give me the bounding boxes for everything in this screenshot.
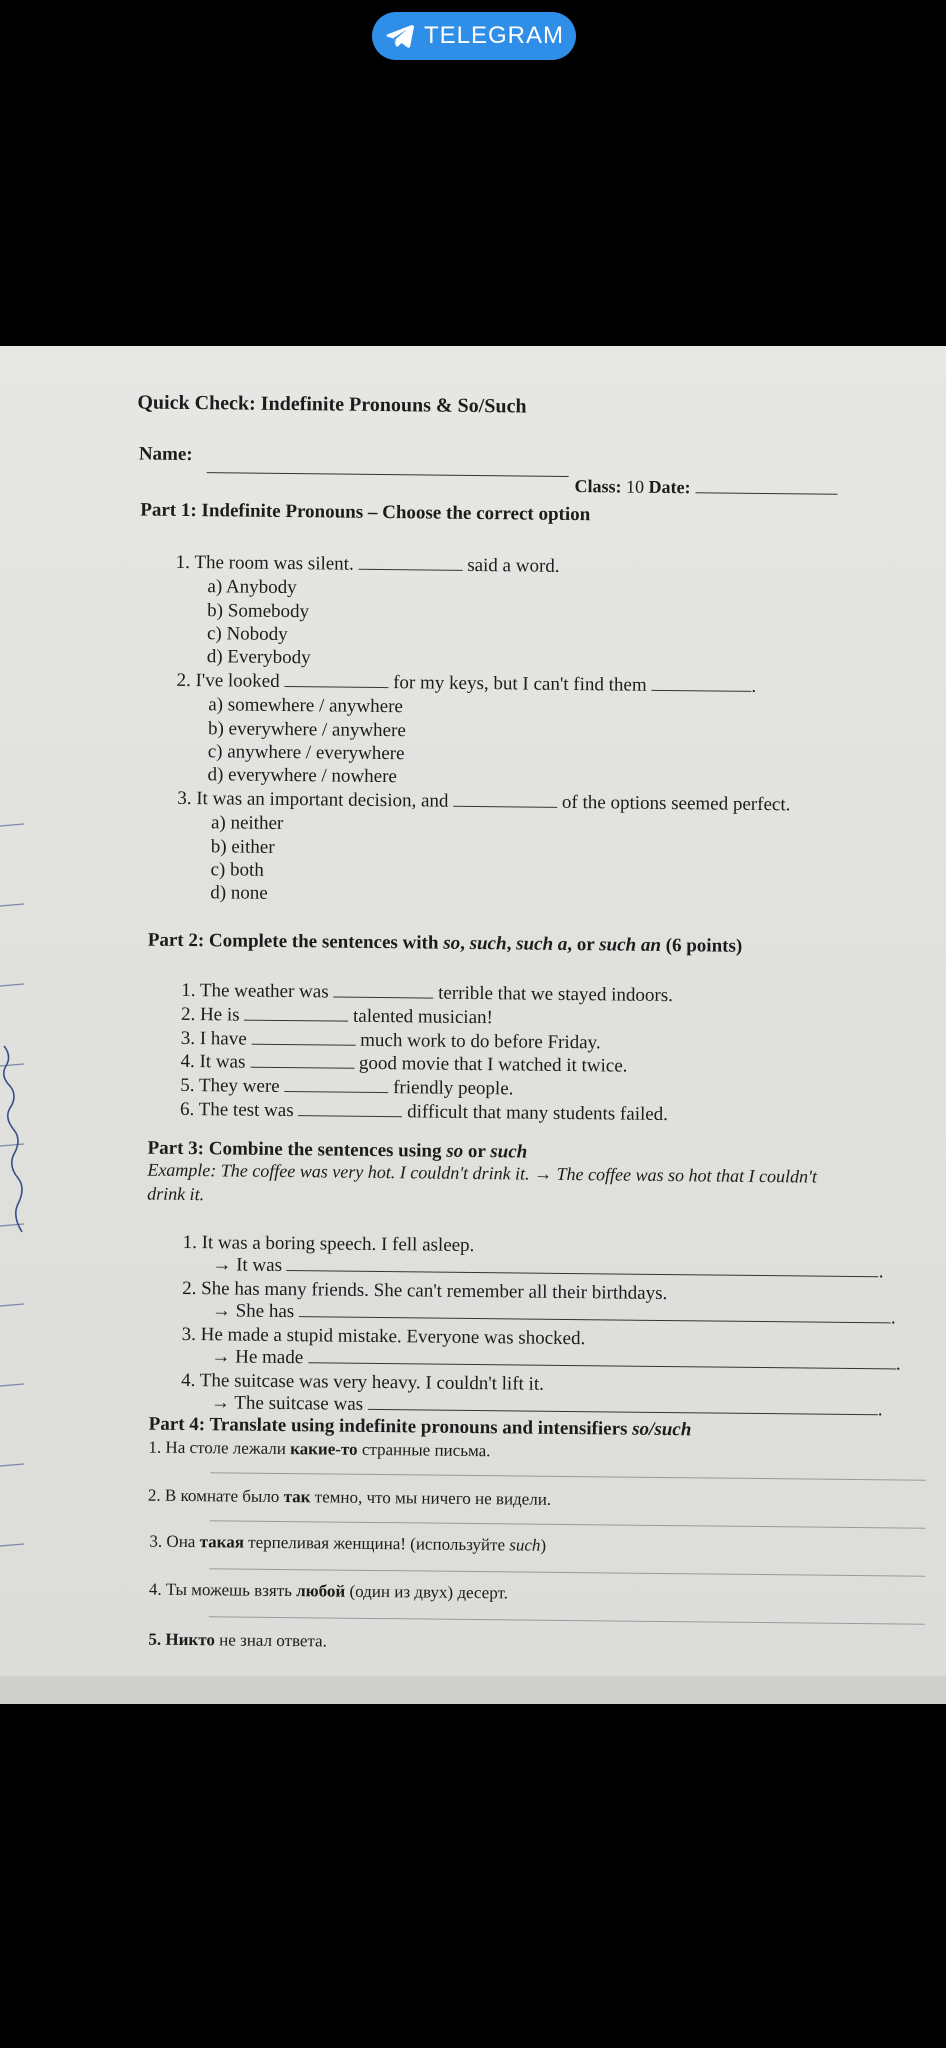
part3-example: Example: The coffee was very hot. I couldn't drink it. → The coffee was so hot that I couldn't	[147, 1159, 818, 1187]
part4-item: 2. В комнате было так темно, что мы ничего не видели.	[147, 1485, 552, 1509]
class-label: Class:	[574, 476, 622, 497]
part3-item: 1. It was a boring speech. I fell asleep.	[182, 1231, 475, 1257]
part3-heading: Part 3: Combine the sentences using so or such	[147, 1137, 528, 1163]
part1-q1	[176, 552, 560, 578]
part3-prompt: → The suitcase was .	[210, 1392, 883, 1421]
part3-prompt: → He made .	[211, 1346, 901, 1375]
answer-blank	[284, 672, 388, 688]
part4-item: 3. Она такая терпеливая женщина! (используйте such)	[149, 1531, 547, 1555]
answer-blank	[453, 792, 557, 808]
option: d) everywhere / nowhere	[207, 764, 398, 788]
answer-blank	[250, 1053, 354, 1069]
q-text: of the options seemed perfect.	[561, 791, 791, 816]
worksheet	[0, 346, 946, 1704]
option: a) Anybody	[207, 576, 297, 599]
answer-blank	[251, 1030, 355, 1046]
part4-heading: Part 4: Translate using indefinite pronouns and intensifiers so/such	[148, 1413, 692, 1441]
part4-item: 1. На столе лежали какие-то странные письма.	[148, 1437, 491, 1461]
q-text: The room was silent.	[194, 552, 354, 575]
part2-heading: Part 2: Complete the sentences with so, such, such a, or such an (6 points)	[147, 929, 743, 957]
part2-item: 6. The test was difficult that many students failed.	[179, 1098, 669, 1126]
answer-line	[308, 1348, 896, 1369]
part3-example-cont: drink it.	[147, 1183, 205, 1205]
name-label: Name:	[138, 443, 193, 466]
answer-line	[287, 1256, 879, 1277]
part2-item: 4. It was good movie that I watched it twice.	[180, 1050, 628, 1077]
part3-item: 2. She has many friends. She can't remember all their birthdays.	[182, 1277, 668, 1305]
part2-item: 5. They were friendly people.	[180, 1074, 514, 1100]
date-label: Date:	[648, 476, 691, 498]
option: b) everywhere / anywhere	[207, 718, 406, 742]
option: c) anywhere / everywhere	[207, 741, 405, 765]
q-text: I've looked	[195, 670, 280, 692]
option: d) none	[210, 882, 268, 904]
option: b) Somebody	[207, 600, 310, 623]
answer-line	[209, 1568, 925, 1576]
photo-bottom-edge	[0, 1676, 946, 1704]
option: d) Everybody	[206, 646, 311, 669]
answer-line	[299, 1302, 891, 1323]
telegram-label: TELEGRAM	[423, 22, 565, 49]
answer-blank	[333, 983, 433, 999]
answer-line	[210, 1520, 926, 1528]
answer-line	[210, 1472, 926, 1480]
worksheet-title: Quick Check: Indefinite Pronouns & So/Such	[137, 391, 527, 418]
answer-blank	[358, 555, 462, 571]
class-value: 10	[625, 476, 645, 497]
part3-prompt: → It was .	[212, 1254, 884, 1283]
part1-q2	[176, 670, 756, 698]
answer-blank	[651, 676, 751, 692]
name-line	[207, 472, 569, 477]
answer-line	[209, 1616, 925, 1624]
date-blank	[695, 478, 837, 494]
answer-blank	[298, 1101, 402, 1117]
option: c) both	[210, 859, 264, 881]
q-text: It was an important decision, and	[196, 788, 449, 812]
worksheet-photo[interactable]	[0, 346, 946, 1704]
telegram-badge[interactable]	[372, 12, 576, 60]
q-end: .	[751, 675, 757, 697]
part2-item: 3. I have much work to do before Friday.	[180, 1027, 601, 1054]
q-text: said a word.	[467, 554, 560, 577]
option: a) somewhere / anywhere	[208, 694, 404, 718]
option: c) Nobody	[206, 623, 288, 646]
answer-blank	[244, 1006, 348, 1022]
part3-item: 3. He made a stupid mistake. Everyone was shocked.	[181, 1323, 586, 1350]
option: b) either	[210, 836, 275, 858]
part2-item: 2. He is talented musician!	[180, 1003, 493, 1029]
q-text: for my keys, but I can't find them	[393, 672, 647, 696]
answer-blank	[284, 1077, 388, 1093]
part4-item: 4. Ты можешь взять любой (один из двух) десерт.	[148, 1579, 509, 1603]
q-number: 3.	[177, 787, 192, 810]
q-number: 1.	[175, 551, 191, 574]
option: a) neither	[210, 812, 284, 834]
part3-prompt: → She has .	[211, 1300, 896, 1329]
part1-heading: Part 1: Indefinite Pronouns – Choose the correct option	[140, 499, 591, 526]
class-date-row	[574, 476, 837, 500]
part4-item: 5. Никто не знал ответа.	[148, 1629, 328, 1651]
part3-item: 4. The suitcase was very heavy. I couldn't lift it.	[181, 1369, 545, 1395]
telegram-plane-icon	[384, 21, 414, 51]
part2-item: 1. The weather was terrible that we stayed indoors.	[181, 979, 674, 1007]
q-number: 2.	[176, 669, 191, 692]
answer-line	[368, 1395, 878, 1415]
